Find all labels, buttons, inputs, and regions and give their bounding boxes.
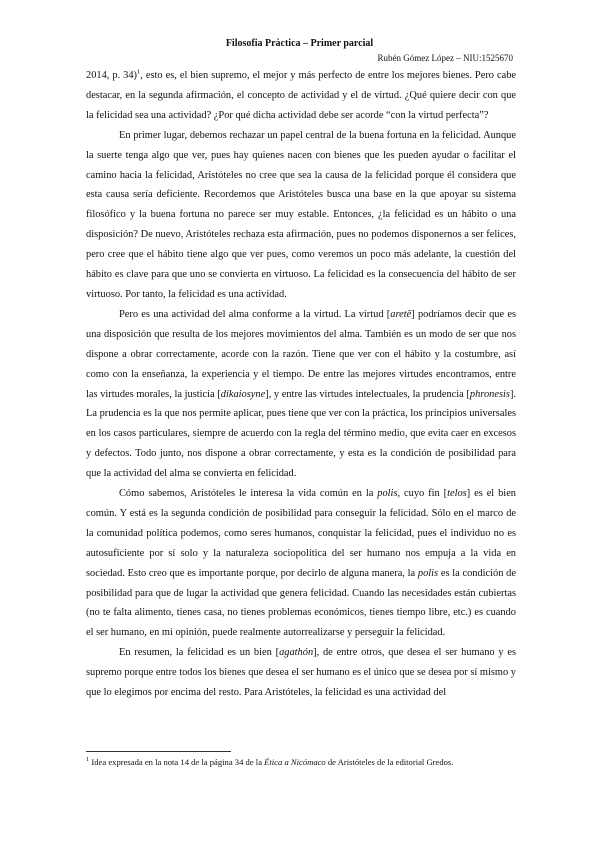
- footnote-marker: 1: [86, 756, 90, 764]
- paragraph: [86, 305, 516, 484]
- italic-term: polis: [417, 567, 439, 579]
- italic-term: agathón: [279, 647, 314, 659]
- italic-term: telos: [447, 488, 467, 500]
- text-run: En resumen, la felicidad es un bien [: [119, 647, 280, 659]
- text-run: , cuyo fin [: [397, 488, 448, 500]
- italic-term: phronesis: [469, 388, 510, 400]
- footnote-marker: 1: [137, 68, 141, 76]
- body-text: [86, 66, 516, 703]
- text-run: 2014, p. 34): [86, 70, 138, 81]
- paragraph: [86, 66, 516, 126]
- page-title: Filosofia Pràctica – Primer parcial: [225, 38, 374, 49]
- footnote: [86, 756, 516, 768]
- footnote-separator: [86, 751, 231, 752]
- italic-term: aretē: [390, 308, 412, 320]
- paragraph: [86, 643, 516, 703]
- text-run: ] es el bien común. Y está es la segunda condición de posibilidad para conseguir la felicidad. Sólo en el marco de la comunidad política podemos, como seres humanos, conquistar la felicidad, pues el individuo no es autosuficiente por sí solo y la naturaleza sociopolítica del ser humano nos empuja a la vida en sociedad. Esto creo que es importante porque, por decirlo de alguna manera, la: [86, 488, 517, 579]
- text-run: de Aristóteles de la editorial Gredos.: [325, 757, 454, 767]
- italic-term: dikaiosyne: [220, 388, 266, 400]
- paragraph: [86, 484, 516, 643]
- text-run: ], de entre otros, que desea el ser humano y es supremo porque entre todos los bienes que desea el ser humano es el único que se desea por sí mismo y que lo elegimos por encima del resto. Para Aristóteles, la felicidad es una actividad del: [86, 647, 517, 699]
- text-run: ]. La prudencia es la que nos permite aplicar, pues tiene que ver con la práctica, los principios universales en los casos particulares, siempre de acuerdo con la regla del término medio, que evita caer en excesos y defectos. Todo junto, nos dispone a obrar correctamente, y esta es la condición de posibilidad para que la actividad del alma se convierta en felicidad.: [86, 388, 516, 480]
- text-run: , esto es, el bien supremo, el mejor y más perfecto de entre los mejores bienes. Pero cabe destacar, en la segunda afirmación, el concepto de actividad y el de virtud. ¿Qué quiere decir con que la felicidad sea una actividad? ¿Por qué dicha actividad debe ser acorde “con la virtud perfecta”?: [86, 70, 517, 121]
- text-run: Pero es una actividad del alma conforme a la virtud. La virtud [: [119, 308, 391, 320]
- italic-term: polis: [377, 488, 398, 500]
- text-run: ] podríamos decir que es una disposición que resulta de los mejores movimientos del alma. También es un modo de ser que nos dispone a obrar correctamente, acorde con la razón. Tiene que ver con el hábito y la costumbre, así como con la enseñanza, la experiencia y el tiempo. De entre las mejores virtudes encontramos, entre las virtudes morales, la justicia [: [86, 308, 516, 400]
- text-run: ], y entre las virtudes intelectuales, la prudencia [: [265, 388, 470, 400]
- author-line: Rubén Gómez López – NIU:1525670: [377, 53, 513, 63]
- text-run: es la condición de posibilidad para que de lugar la actividad que genera felicidad. Cuando las necesidades están cubiertas (no te falta alimento, tienes casa, no tienes problemas económicos, tienes tiempo libre, etc.) es cuando el ser humano, en mi opinión, puede realmente autorrealizarse y perseguir la felicidad.: [86, 567, 516, 639]
- text-run: Idea expresada en la nota 14 de la página 34 de la: [89, 757, 265, 767]
- paragraph: [86, 126, 516, 305]
- text-run: Cómo sabemos, Aristóteles le interesa la vida común en la: [119, 488, 378, 500]
- text-run: En primer lugar, debemos rechazar un papel central de la buena fortuna en la felicidad. Aunque la suerte tenga algo que ver, pues hay quienes nacen con bienes que les pueden ayudar o facilitar el camino hacia la felicidad, Aristóteles no cree que sea la causa de la felicidad porque él considera que esta causa sería deficiente. Recordemos que Aristóteles busca una base en la que apoyar su sistema filosófico y la buena fortuna no parece ser muy estable. Entonces, ¿la felicidad es un hábito o una disposición? De nuevo, Aristóteles rechaza esta afirmación, pues no podemos disponernos a ser felices, pero cree que el hábito tiene algo que ver pues, como veremos un poco más adelante, la cuestión del hábito es clave para que uno se convierta en virtuoso. La felicidad es la consecuencia del hábito de ser virtuoso. Por tanto, la felicidad es una actividad.: [86, 129, 516, 300]
- italic-term: Ética a Nicómaco: [264, 757, 326, 767]
